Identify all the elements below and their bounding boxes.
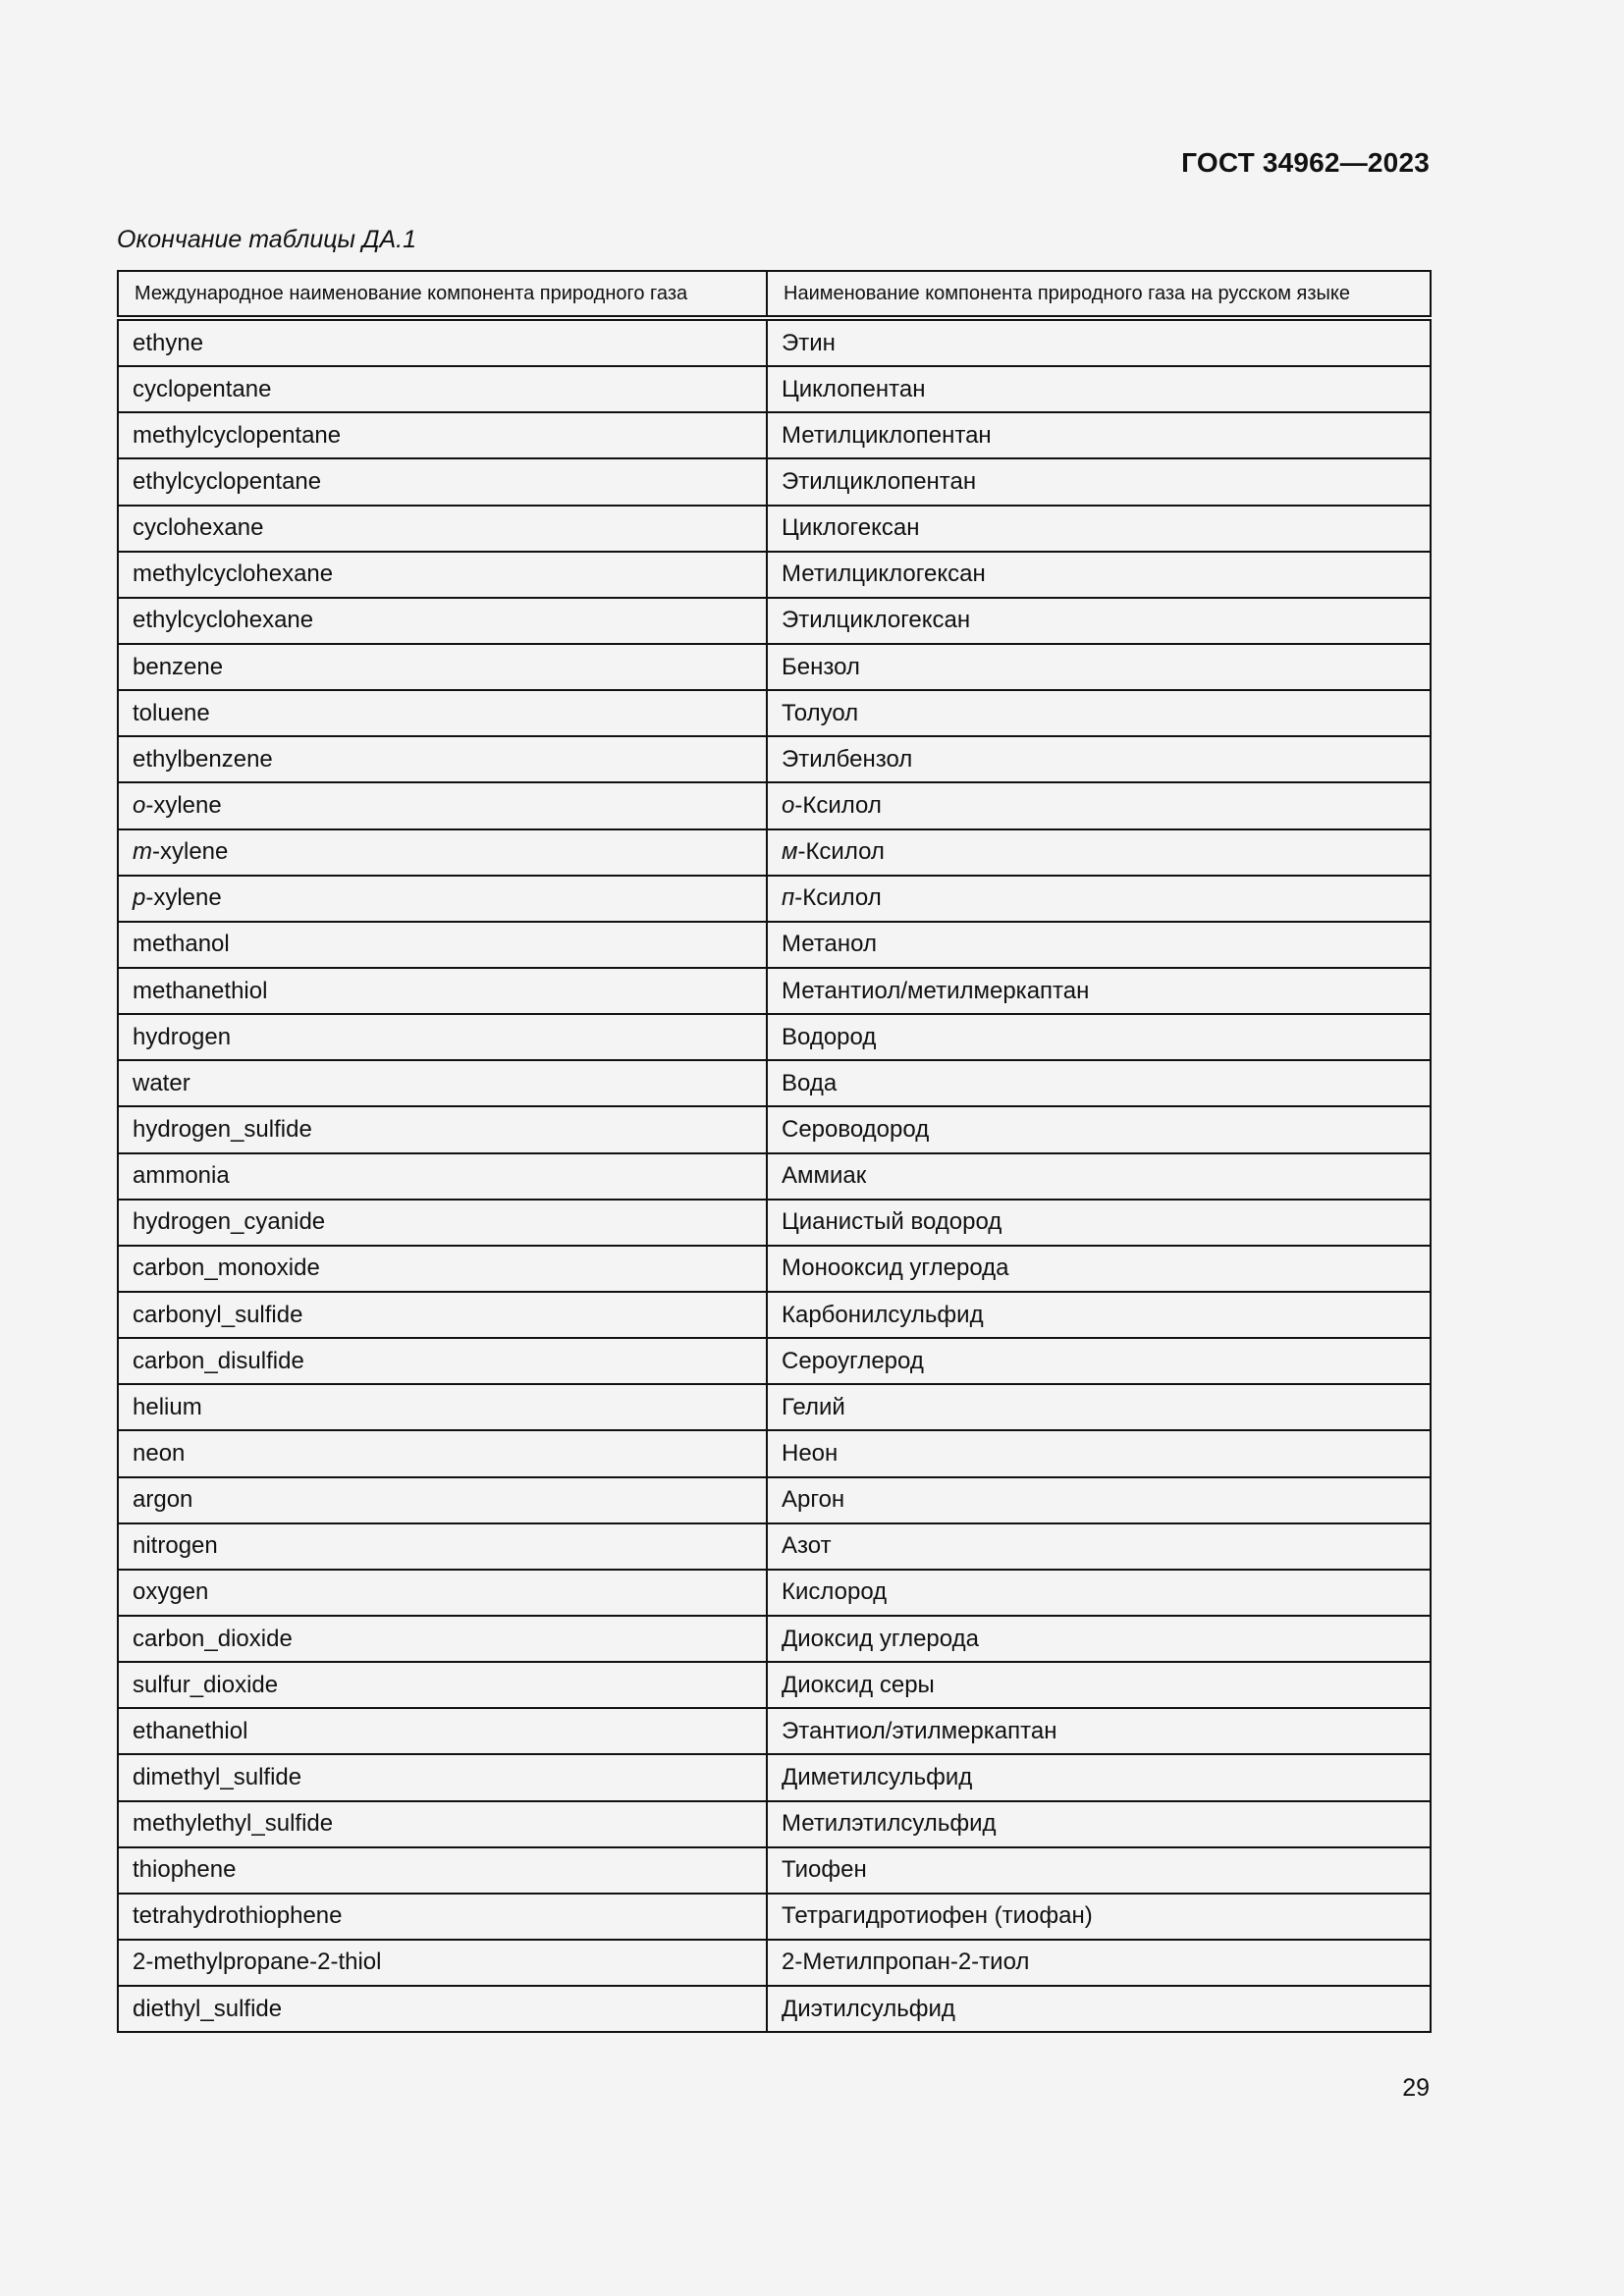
table-row: [118, 412, 1431, 458]
international-name-cell: [118, 1616, 767, 1662]
column-header-russian-name: Наименование компонента природного газа на русском языке: [767, 271, 1431, 318]
cell-text: Вода: [782, 1069, 838, 1096]
russian-name-cell: [767, 1106, 1431, 1152]
table-row: [118, 968, 1431, 1014]
table-row: [118, 644, 1431, 690]
table-row: [118, 736, 1431, 782]
international-name-cell: [118, 1754, 767, 1800]
cell-text: Метилциклопентан: [782, 421, 992, 449]
isomer-prefix: п: [782, 884, 795, 912]
russian-name-cell: [767, 1986, 1431, 2032]
russian-name-cell: [767, 1708, 1431, 1754]
cell-text: hydrogen_sulfide: [133, 1115, 312, 1143]
cell-text: hydrogen_cyanide: [133, 1208, 326, 1236]
russian-name-cell: [767, 1430, 1431, 1476]
cell-text: Сероводород: [782, 1115, 930, 1143]
russian-name-cell: [767, 1940, 1431, 1986]
cell-text: Метилэтилсульфид: [782, 1810, 997, 1838]
russian-name-cell: [767, 552, 1431, 598]
table-row: [118, 506, 1431, 552]
cell-text: ethylcyclopentane: [133, 467, 322, 495]
russian-name-cell: [767, 1292, 1431, 1338]
international-name-cell: [118, 1338, 767, 1384]
russian-name-cell: [767, 1894, 1431, 1940]
cell-text: Аргон: [782, 1486, 845, 1514]
international-name-cell: [118, 1292, 767, 1338]
russian-name-cell: [767, 1662, 1431, 1708]
cell-text: carbon_dioxide: [133, 1625, 293, 1652]
cell-text: -xylene: [145, 791, 222, 819]
cell-text: Тиофен: [782, 1856, 867, 1884]
international-name-cell: [118, 1153, 767, 1200]
table-row: [118, 922, 1431, 968]
international-name-cell: [118, 1200, 767, 1246]
russian-name-cell: [767, 1014, 1431, 1060]
cell-text: oxygen: [133, 1578, 209, 1606]
russian-name-cell: [767, 318, 1431, 366]
international-name-cell: [118, 458, 767, 505]
cell-text: Карбонилсульфид: [782, 1301, 984, 1328]
russian-name-cell: [767, 968, 1431, 1014]
cell-text: Метилциклогексан: [782, 561, 986, 588]
table-row: [118, 1940, 1431, 1986]
table-row: [118, 1708, 1431, 1754]
russian-name-cell: [767, 644, 1431, 690]
cell-text: sulfur_dioxide: [133, 1671, 279, 1698]
cell-text: cyclopentane: [133, 375, 272, 402]
russian-name-cell: [767, 1200, 1431, 1246]
cell-text: -Ксилол: [794, 791, 882, 819]
table-row: [118, 690, 1431, 736]
international-name-cell: [118, 1477, 767, 1523]
table-row: [118, 318, 1431, 366]
russian-name-cell: [767, 1384, 1431, 1430]
russian-name-cell: [767, 1246, 1431, 1292]
international-name-cell: [118, 782, 767, 828]
table-row: [118, 876, 1431, 922]
isomer-prefix: m: [133, 838, 152, 866]
cell-text: -Ксилол: [797, 838, 885, 866]
cell-text: benzene: [133, 653, 224, 680]
russian-name-cell: [767, 782, 1431, 828]
international-name-cell: [118, 876, 767, 922]
table-row: [118, 829, 1431, 876]
table-row: [118, 552, 1431, 598]
international-name-cell: [118, 1986, 767, 2032]
table-row: [118, 366, 1431, 412]
cell-text: Диэтилсульфид: [782, 1995, 955, 2022]
table-row: [118, 1477, 1431, 1523]
russian-name-cell: [767, 506, 1431, 552]
cell-text: Сероуглерод: [782, 1347, 924, 1374]
cell-text: methanol: [133, 931, 230, 958]
cell-text: Этилбензол: [782, 745, 913, 773]
cell-text: Азот: [782, 1532, 832, 1560]
cell-text: Этантиол/этилмеркаптан: [782, 1717, 1057, 1744]
russian-name-cell: [767, 412, 1431, 458]
cell-text: hydrogen: [133, 1023, 232, 1050]
international-name-cell: [118, 318, 767, 366]
cell-text: Метанол: [782, 931, 877, 958]
cell-text: -xylene: [152, 838, 229, 866]
column-header-international-name: Международное наименование компонента природного газа: [118, 271, 767, 318]
cell-text: diethyl_sulfide: [133, 1995, 283, 2022]
international-name-cell: [118, 1523, 767, 1570]
table-row: [118, 782, 1431, 828]
cell-text: carbonyl_sulfide: [133, 1301, 303, 1328]
international-name-cell: [118, 552, 767, 598]
cell-text: nitrogen: [133, 1532, 218, 1560]
russian-name-cell: [767, 1754, 1431, 1800]
cell-text: cyclohexane: [133, 514, 264, 542]
cell-text: methylcyclohexane: [133, 561, 334, 588]
cell-text: toluene: [133, 699, 210, 726]
cell-text: ethylcyclohexane: [133, 607, 314, 634]
cell-text: Аммиак: [782, 1162, 867, 1190]
cell-text: argon: [133, 1486, 193, 1514]
cell-text: Диметилсульфид: [782, 1763, 973, 1790]
russian-name-cell: [767, 1338, 1431, 1384]
international-name-cell: [118, 1570, 767, 1616]
table-row: [118, 1153, 1431, 1200]
russian-name-cell: [767, 1847, 1431, 1894]
international-name-cell: [118, 1662, 767, 1708]
russian-name-cell: [767, 1153, 1431, 1200]
table-row: [118, 1616, 1431, 1662]
table-row: [118, 1662, 1431, 1708]
international-name-cell: [118, 736, 767, 782]
components-table: [117, 270, 1432, 2033]
page-number: 29: [1402, 2074, 1430, 2102]
table-row: [118, 1060, 1431, 1106]
table-row: [118, 1570, 1431, 1616]
cell-text: Этилциклопентан: [782, 467, 977, 495]
table-row: [118, 1894, 1431, 1940]
components-table-container: [117, 270, 1430, 2033]
cell-text: methylcyclopentane: [133, 421, 342, 449]
international-name-cell: [118, 412, 767, 458]
russian-name-cell: [767, 1616, 1431, 1662]
russian-name-cell: [767, 1523, 1431, 1570]
table-row: [118, 1384, 1431, 1430]
cell-text: -Ксилол: [794, 884, 882, 912]
cell-text: tetrahydrothiophene: [133, 1902, 343, 1930]
international-name-cell: [118, 968, 767, 1014]
international-name-cell: [118, 506, 767, 552]
cell-text: Неон: [782, 1439, 839, 1467]
international-name-cell: [118, 829, 767, 876]
russian-name-cell: [767, 1570, 1431, 1616]
cell-text: Водород: [782, 1023, 877, 1050]
cell-text: Монооксид углерода: [782, 1255, 1009, 1282]
international-name-cell: [118, 598, 767, 644]
cell-text: ethyne: [133, 329, 204, 356]
cell-text: dimethyl_sulfide: [133, 1763, 302, 1790]
cell-text: methanethiol: [133, 977, 268, 1004]
international-name-cell: [118, 1106, 767, 1152]
international-name-cell: [118, 1384, 767, 1430]
international-name-cell: [118, 644, 767, 690]
cell-text: Гелий: [782, 1393, 845, 1420]
russian-name-cell: [767, 690, 1431, 736]
cell-text: Бензол: [782, 653, 860, 680]
cell-text: Кислород: [782, 1578, 888, 1606]
table-row: [118, 1754, 1431, 1800]
international-name-cell: [118, 690, 767, 736]
cell-text: 2-methylpropane-2-thiol: [133, 1949, 382, 1976]
russian-name-cell: [767, 829, 1431, 876]
table-row: [118, 1338, 1431, 1384]
table-row: [118, 1847, 1431, 1894]
cell-text: Метантиол/метилмеркаптан: [782, 977, 1090, 1004]
table-row: [118, 1523, 1431, 1570]
table-row: [118, 458, 1431, 505]
table-row: [118, 1106, 1431, 1152]
table-row: [118, 1801, 1431, 1847]
table-row: [118, 598, 1431, 644]
cell-text: Циклопентан: [782, 375, 926, 402]
russian-name-cell: [767, 736, 1431, 782]
cell-text: carbon_disulfide: [133, 1347, 304, 1374]
russian-name-cell: [767, 922, 1431, 968]
cell-text: helium: [133, 1393, 202, 1420]
table-caption: Окончание таблицы ДА.1: [117, 226, 416, 253]
cell-text: ammonia: [133, 1162, 230, 1190]
international-name-cell: [118, 1014, 767, 1060]
russian-name-cell: [767, 458, 1431, 505]
cell-text: ethylbenzene: [133, 745, 273, 773]
russian-name-cell: [767, 366, 1431, 412]
cell-text: Этин: [782, 329, 836, 356]
table-row: [118, 1200, 1431, 1246]
table-row: [118, 1430, 1431, 1476]
cell-text: -xylene: [145, 884, 222, 912]
international-name-cell: [118, 1430, 767, 1476]
international-name-cell: [118, 1246, 767, 1292]
cell-text: Толуол: [782, 699, 859, 726]
international-name-cell: [118, 1708, 767, 1754]
cell-text: Тетрагидротиофен (тиофан): [782, 1902, 1093, 1930]
international-name-cell: [118, 1894, 767, 1940]
table-row: [118, 1246, 1431, 1292]
table-body: [118, 318, 1431, 2032]
table-row: [118, 1292, 1431, 1338]
international-name-cell: [118, 1060, 767, 1106]
cell-text: methylethyl_sulfide: [133, 1810, 334, 1838]
cell-text: neon: [133, 1439, 186, 1467]
international-name-cell: [118, 1940, 767, 1986]
isomer-prefix: p: [133, 884, 146, 912]
international-name-cell: [118, 1847, 767, 1894]
cell-text: thiophene: [133, 1856, 237, 1884]
table-row: [118, 1986, 1431, 2032]
isomer-prefix: o: [133, 791, 146, 819]
cell-text: ethanethiol: [133, 1717, 248, 1744]
cell-text: Цианистый водород: [782, 1208, 1002, 1236]
isomer-prefix: о: [782, 791, 795, 819]
international-name-cell: [118, 922, 767, 968]
cell-text: water: [133, 1069, 190, 1096]
russian-name-cell: [767, 876, 1431, 922]
russian-name-cell: [767, 1477, 1431, 1523]
table-row: [118, 1014, 1431, 1060]
international-name-cell: [118, 1801, 767, 1847]
cell-text: Циклогексан: [782, 514, 920, 542]
table-header-row: [118, 271, 1431, 318]
cell-text: Диоксид серы: [782, 1671, 935, 1698]
international-name-cell: [118, 366, 767, 412]
cell-text: carbon_monoxide: [133, 1255, 320, 1282]
cell-text: 2-Метилпропан-2-тиол: [782, 1949, 1030, 1976]
isomer-prefix: м: [782, 838, 798, 866]
cell-text: Этилциклогексан: [782, 607, 971, 634]
cell-text: Диоксид углерода: [782, 1625, 979, 1652]
standard-code: ГОСТ 34962—2023: [1181, 147, 1430, 178]
russian-name-cell: [767, 1801, 1431, 1847]
russian-name-cell: [767, 598, 1431, 644]
russian-name-cell: [767, 1060, 1431, 1106]
